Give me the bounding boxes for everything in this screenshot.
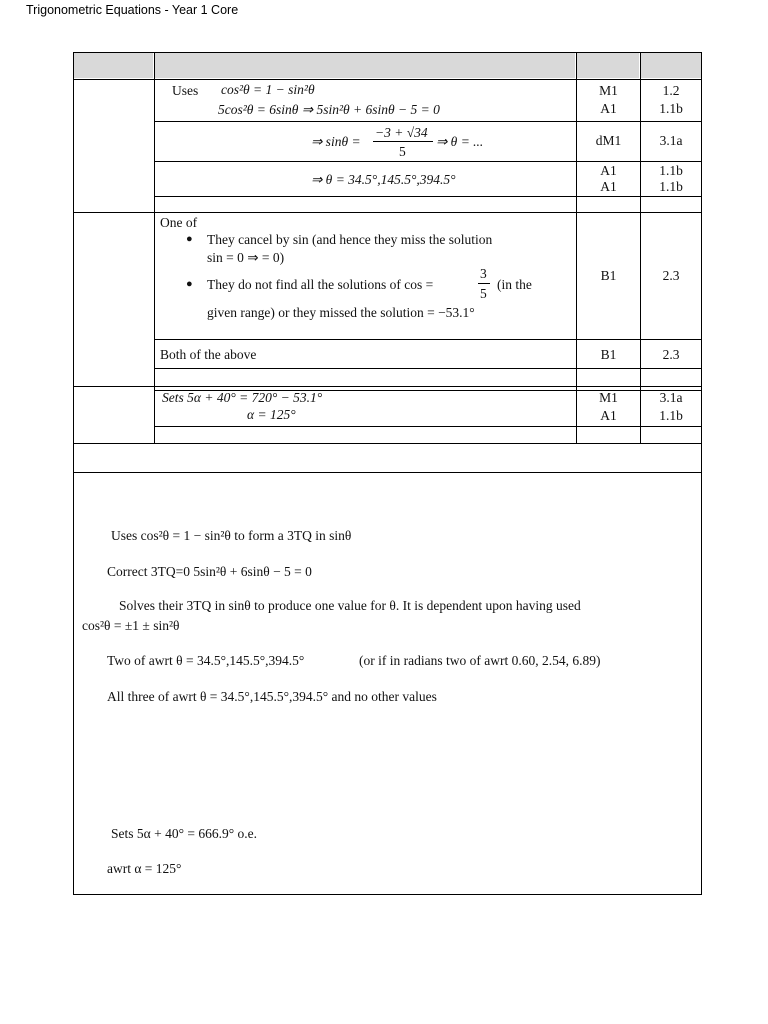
- note-2: Correct 3TQ=0 5sin²θ + 6sinθ − 5 = 0: [107, 564, 312, 579]
- row-d-bullet-1-line-2: sin = 0 ⇒ = 0): [207, 250, 285, 265]
- row-c-mark-1: A1: [600, 163, 617, 178]
- row-d-intro: One of: [160, 215, 198, 230]
- row-b-ao: 3.1a: [659, 133, 683, 148]
- row-b-denominator: 5: [399, 144, 406, 159]
- row-b-mark: dM1: [595, 133, 622, 148]
- row-c-ao-2: 1.1b: [659, 179, 683, 194]
- row-f-alpha: α = 125°: [247, 407, 296, 422]
- row-a-identity: cos²θ = 1 − sin²θ: [221, 82, 315, 97]
- row-d-bullet-2-line-2: given range) or they missed the solution = −53.1°: [207, 305, 475, 320]
- row-d-frac-den: 5: [480, 286, 487, 301]
- note-3-line-2: cos²θ = ±1 ± sin²θ: [82, 618, 180, 633]
- mark-scheme-table: [73, 52, 702, 895]
- row-d-bullet-1-line-1: They cancel by sin (and hence they miss the solution: [207, 232, 493, 247]
- row-e-text: Both of the above: [160, 347, 257, 362]
- row-b-lhs: ⇒ sinθ =: [311, 134, 361, 149]
- row-b-numerator: −3 + √34: [375, 125, 428, 140]
- header-cell-scheme: [155, 53, 575, 78]
- row-d-bullet-2-line-1-a: They do not find all the solutions of cos =: [207, 277, 434, 292]
- row-f-ao-2: 1.1b: [659, 408, 683, 423]
- row-d-frac-bar: [478, 283, 490, 284]
- row-a-uses: Uses: [172, 83, 199, 98]
- row-e-mark: B1: [600, 347, 617, 362]
- row-b-fraction-bar: [373, 141, 433, 142]
- header-cell-marks: [577, 53, 639, 78]
- note-3-line-1: Solves their 3TQ in sinθ to produce one value for θ. It is dependent upon having used: [119, 598, 581, 613]
- note-4-a: Two of awrt θ = 34.5°,145.5°,394.5°: [107, 653, 305, 668]
- header-cell-aos: [641, 53, 701, 78]
- row-d-frac-num: 3: [480, 266, 487, 281]
- row-d-bullet-2: ●: [186, 278, 193, 290]
- row-f-mark-2: A1: [600, 408, 617, 423]
- row-c-ao-1: 1.1b: [659, 163, 683, 178]
- note-4-b: (or if in radians two of awrt 0.60, 2.54, 6.89): [359, 653, 601, 668]
- note-6: Sets 5α + 40° = 666.9° o.e.: [111, 826, 257, 841]
- row-d-ao: 2.3: [662, 268, 680, 283]
- row-a-ao-2: 1.1b: [659, 101, 683, 116]
- row-e-ao: 2.3: [662, 347, 680, 362]
- row-c-result: ⇒ θ = 34.5°,145.5°,394.5°: [311, 172, 456, 187]
- row-a-3tq: 5cos²θ = 6sinθ ⇒ 5sin²θ + 6sinθ − 5 = 0: [218, 102, 440, 117]
- note-1: Uses cos²θ = 1 − sin²θ to form a 3TQ in sinθ: [111, 528, 352, 543]
- row-d-mark: B1: [600, 268, 617, 283]
- row-b-rhs: ⇒ θ = ...: [436, 134, 484, 149]
- row-a-ao-1: 1.2: [662, 83, 680, 98]
- row-d-bullet-1: ●: [186, 233, 193, 245]
- note-5: All three of awrt θ = 34.5°,145.5°,394.5° and no other values: [107, 689, 437, 704]
- note-7: awrt α = 125°: [107, 861, 182, 876]
- header-cell-question: [74, 53, 153, 78]
- row-f-sets: Sets 5α + 40° = 720° − 53.1°: [162, 390, 323, 405]
- document-header: Trigonometric Equations - Year 1 Core: [26, 3, 239, 17]
- row-a-mark-1: M1: [599, 83, 618, 98]
- row-c-mark-2: A1: [600, 179, 617, 194]
- row-f-ao-1: 3.1a: [659, 390, 683, 405]
- row-d-bullet-2-line-1-b: (in the: [497, 277, 532, 292]
- row-a-mark-2: A1: [600, 101, 617, 116]
- row-f-mark-1: M1: [599, 390, 618, 405]
